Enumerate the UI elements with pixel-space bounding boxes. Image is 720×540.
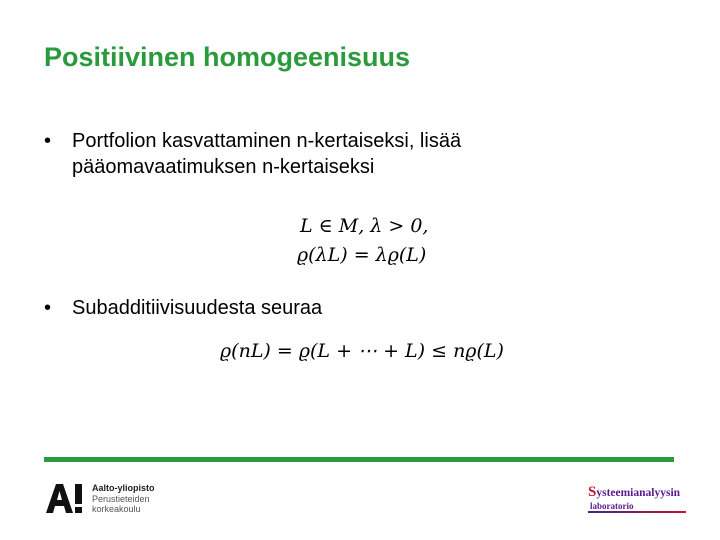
aalto-logo-icon	[44, 482, 84, 514]
formula-homogeneity: ϱ(λL) = λϱ(L)	[297, 244, 427, 266]
lab-name-line-2: laboratorio	[590, 501, 634, 511]
lab-name-text-1: ysteemianalyysin	[596, 487, 681, 499]
slide-title: Positiivinen homogeenisuus	[44, 42, 411, 72]
bullet-text-line-1: Portfolion kasvattaminen n-kertaiseksi, lisää	[72, 130, 462, 152]
bullet-marker: •	[44, 297, 52, 319]
formula-condition: L ∈ M, λ > 0,	[300, 215, 429, 237]
bullet-text-line-1: Subadditiivisuudesta seuraa	[72, 297, 323, 319]
aalto-line-school-2: korkeakoulu	[92, 504, 141, 514]
systems-analysis-lab-logo	[588, 484, 686, 514]
bullet-text-line-2: pääomavaatimuksen n-kertaiseksi	[72, 156, 375, 178]
aalto-line-school-1: Perustieteiden	[92, 493, 150, 504]
aalto-line-university: Aalto-yliopisto	[92, 483, 155, 493]
formula-subadditivity-result: ϱ(nL) = ϱ(L + ⋯ + L) ≤ nϱ(L)	[220, 340, 504, 362]
lab-logo-mark: S	[588, 484, 597, 500]
bullet-marker: •	[44, 130, 52, 152]
bullet-portfolio-scaling	[44, 128, 644, 188]
lab-logo-underline	[588, 511, 686, 513]
lab-name-line-1	[588, 484, 680, 501]
footer-divider	[44, 457, 674, 462]
aalto-wordmark	[92, 483, 155, 515]
bullet-subadditivity	[44, 295, 644, 325]
